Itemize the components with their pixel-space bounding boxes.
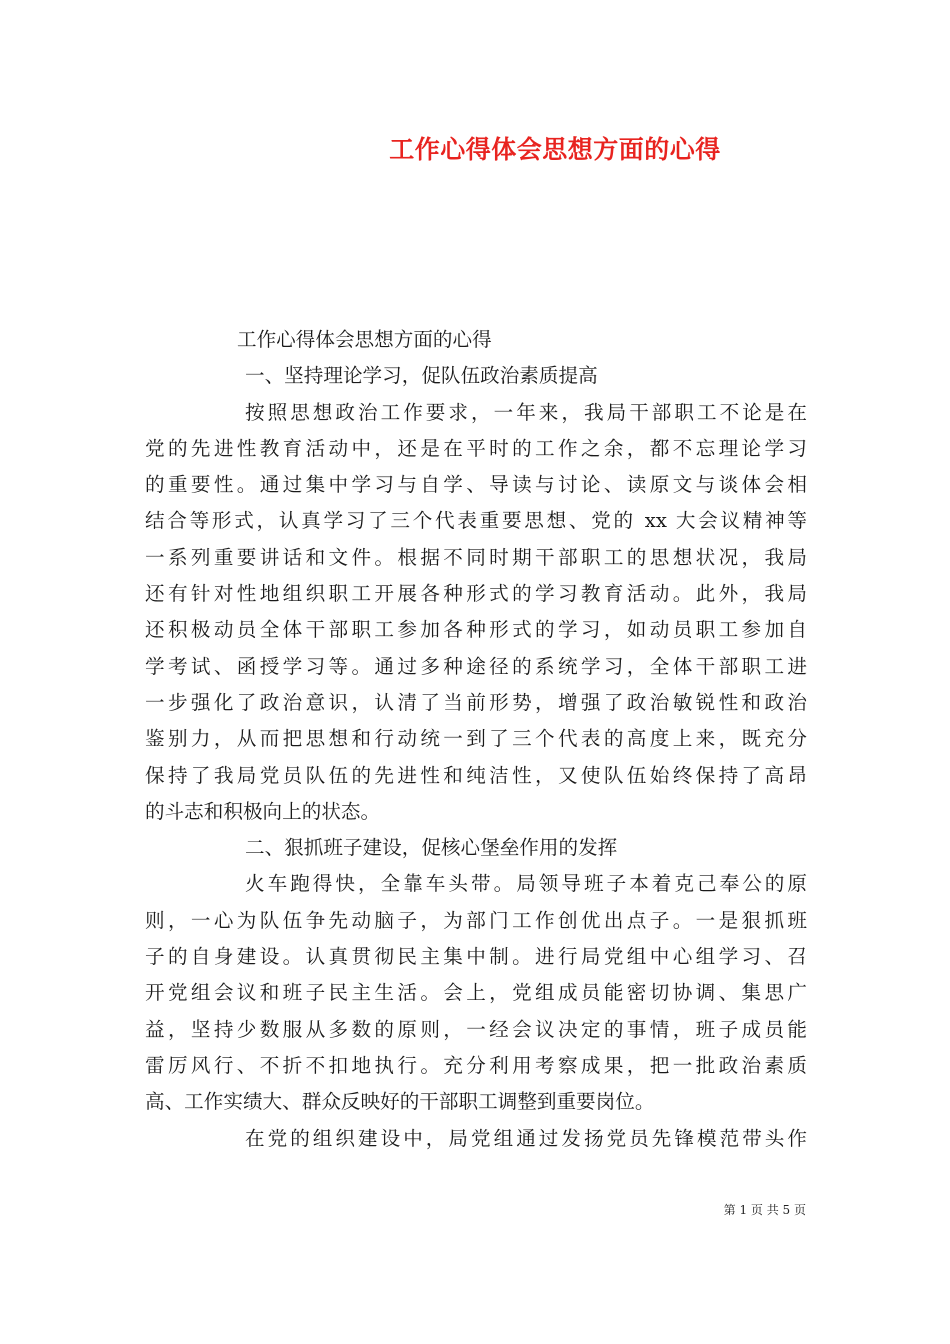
paragraph-2 <box>145 866 807 1120</box>
paragraph-line: 火车跑得快，全靠车头带。局领导班子本着克己奉公的原 <box>245 872 807 896</box>
paragraph-line: 在党的组织建设中，局党组通过发扬党员先锋模范带头作 <box>245 1126 807 1150</box>
paragraph-line: 还有针对性地组织职工开展各种形式的学习教育活动。此外，我局 <box>145 582 807 606</box>
section-heading-1: 一、坚持理论学习，促队伍政治素质提高 <box>245 364 598 388</box>
paragraph-line: 高、工作实绩大、群众反映好的干部职工调整到重要岗位。 <box>145 1090 655 1114</box>
page-number-footer: 第 1 页 共 5 页 <box>723 1203 806 1217</box>
section-heading-2: 二、狠抓班子建设，促核心堡垒作用的发挥 <box>245 836 618 860</box>
paragraph-1 <box>145 395 807 831</box>
paragraph-line: 子的自身建设。认真贯彻民主集中制。进行局党组中心组学习、召 <box>145 945 807 969</box>
paragraph-line: 的斗志和积极向上的状态。 <box>145 799 381 823</box>
paragraph-line: 鉴别力，从而把思想和行动统一到了三个代表的高度上来，既充分 <box>145 727 807 751</box>
document-body <box>145 322 807 1157</box>
paragraph-line: 党的先进性教育活动中，还是在平时的工作之余，都不忘理论学习 <box>145 436 807 460</box>
paragraph-line: 一步强化了政治意识，认清了当前形势，增强了政治敏锐性和政治 <box>145 690 807 714</box>
paragraph-line: 结合等形式，认真学习了三个代表重要思想、党的 xx 大会议精神等 <box>145 509 807 533</box>
paragraph-line: 则，一心为队伍争先动脑子，为部门工作创优出点子。一是狠抓班 <box>145 908 807 932</box>
document-subtitle: 工作心得体会思想方面的心得 <box>237 328 492 351</box>
document-title: 工作心得体会思想方面的心得 <box>389 135 721 164</box>
paragraph-line: 的重要性。通过集中学习与自学、导读与讨论、读原文与谈体会相 <box>145 473 807 497</box>
paragraph-line: 学考试、函授学习等。通过多种途径的系统学习，全体干部职工进 <box>145 654 807 678</box>
paragraph-3 <box>145 1121 807 1157</box>
paragraph-line: 一系列重要讲话和文件。根据不同时期干部职工的思想状况，我局 <box>145 545 807 569</box>
paragraph-line: 还积极动员全体干部职工参加各种形式的学习，如动员职工参加自 <box>145 618 807 642</box>
paragraph-line: 雷厉风行、不折不扣地执行。充分利用考察成果，把一批政治素质 <box>145 1053 807 1077</box>
paragraph-line: 开党组会议和班子民主生活。会上，党组成员能密切协调、集思广 <box>145 981 807 1005</box>
paragraph-line: 按照思想政治工作要求，一年来，我局干部职工不论是在 <box>245 400 807 424</box>
paragraph-line: 益，坚持少数服从多数的原则，一经会议决定的事情，班子成员能 <box>145 1017 807 1041</box>
paragraph-line: 保持了我局党员队伍的先进性和纯洁性，又使队伍始终保持了高昂 <box>145 763 807 787</box>
